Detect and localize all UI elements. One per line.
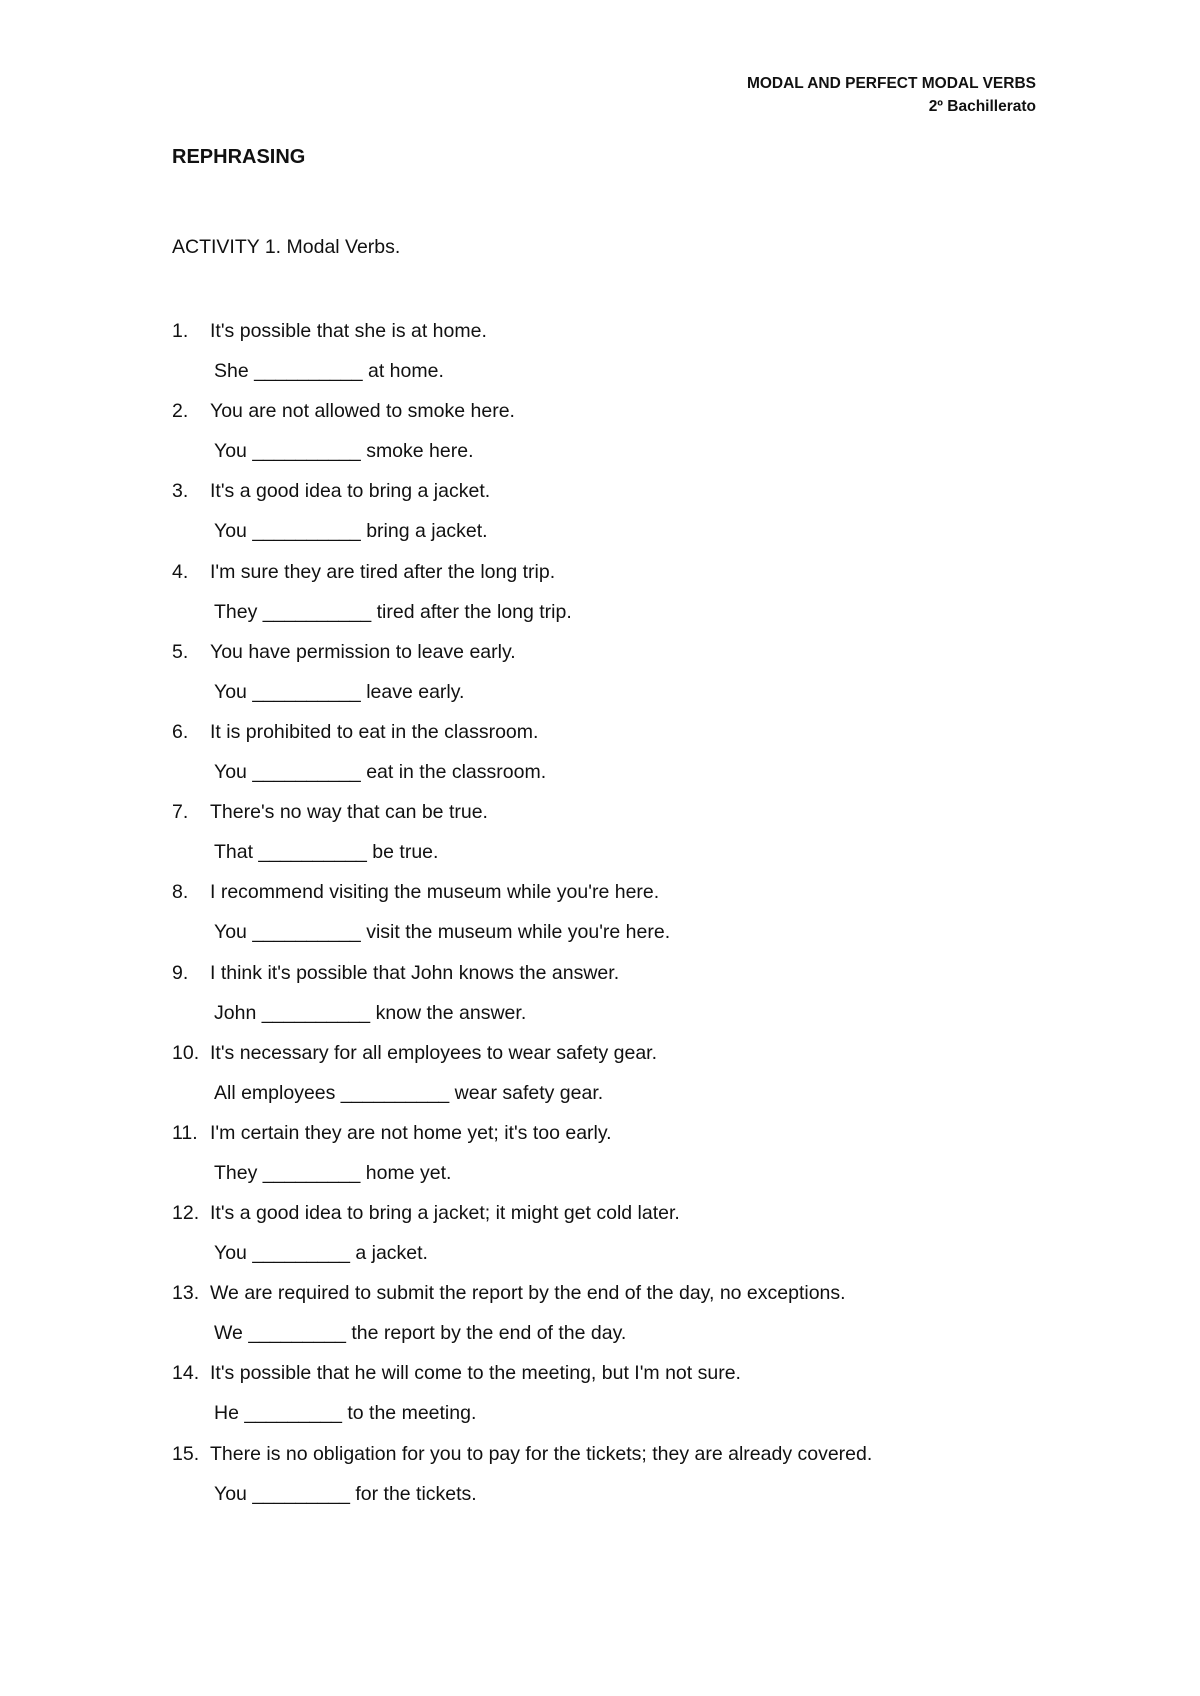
item-number: 6. xyxy=(172,720,189,743)
item-number: 10. xyxy=(172,1041,200,1064)
exercise-answer-line: You __________ bring a jacket. xyxy=(214,520,488,543)
item-number: 5. xyxy=(172,640,189,663)
section-title: REPHRASING xyxy=(172,146,306,168)
item-number: 14. xyxy=(172,1362,200,1385)
exercise-item-9 xyxy=(172,962,1052,1042)
exercise-answer-line: John __________ know the answer. xyxy=(214,1001,527,1024)
item-number: 3. xyxy=(172,480,189,503)
exercise-answer-line: You __________ eat in the classroom. xyxy=(214,760,547,783)
exercise-list xyxy=(172,320,1052,1523)
exercise-item-2 xyxy=(172,400,1052,480)
exercise-prompt: It's a good idea to bring a jacket; it might get cold later. xyxy=(210,1202,680,1225)
exercise-answer-line: He _________ to the meeting. xyxy=(214,1402,477,1425)
exercise-answer-line: You __________ smoke here. xyxy=(214,440,474,463)
exercise-answer-line: She __________ at home. xyxy=(214,360,444,382)
document-title: MODAL AND PERFECT MODAL VERBS xyxy=(746,75,1036,92)
exercise-answer-line: That __________ be true. xyxy=(214,841,439,864)
exercise-item-1 xyxy=(172,320,1052,400)
exercise-answer-line: They __________ tired after the long trip. xyxy=(214,600,572,623)
course-level: 2º Bachillerato xyxy=(928,98,1036,115)
exercise-item-14 xyxy=(172,1362,1052,1442)
item-number: 15. xyxy=(172,1442,200,1465)
exercise-prompt: I'm certain they are not home yet; it's too early. xyxy=(210,1121,612,1144)
exercise-item-3 xyxy=(172,480,1052,560)
exercise-item-13 xyxy=(172,1282,1052,1362)
exercise-item-15 xyxy=(172,1443,1052,1523)
exercise-answer-line: All employees __________ wear safety gear. xyxy=(214,1081,604,1104)
item-number: 13. xyxy=(172,1282,200,1305)
item-number: 9. xyxy=(172,961,189,984)
exercise-prompt: We are required to submit the report by the end of the day, no exceptions. xyxy=(210,1282,846,1305)
exercise-prompt: You are not allowed to smoke here. xyxy=(210,400,515,423)
item-number: 4. xyxy=(172,560,189,583)
item-number: 1. xyxy=(172,320,189,342)
exercise-item-12 xyxy=(172,1202,1052,1282)
exercise-prompt: I'm sure they are tired after the long trip. xyxy=(210,560,556,583)
exercise-answer-line: You _________ a jacket. xyxy=(214,1242,428,1265)
activity-title: ACTIVITY 1. Modal Verbs. xyxy=(172,236,401,258)
item-number: 8. xyxy=(172,881,189,904)
exercise-prompt: It's possible that he will come to the meeting, but I'm not sure. xyxy=(210,1362,741,1385)
exercise-prompt: It is prohibited to eat in the classroom. xyxy=(210,720,539,743)
exercise-prompt: It's possible that she is at home. xyxy=(210,320,487,342)
page-header xyxy=(747,72,1036,118)
exercise-item-8 xyxy=(172,881,1052,961)
item-number: 7. xyxy=(172,801,189,824)
exercise-item-10 xyxy=(172,1042,1052,1122)
exercise-answer-line: They _________ home yet. xyxy=(214,1161,452,1184)
exercise-answer-line: We _________ the report by the end of the day. xyxy=(214,1322,627,1345)
exercise-prompt: It's a good idea to bring a jacket. xyxy=(210,480,491,503)
exercise-prompt: It's necessary for all employees to wear safety gear. xyxy=(210,1041,658,1064)
exercise-answer-line: You _________ for the tickets. xyxy=(214,1482,477,1505)
exercise-prompt: I recommend visiting the museum while you're here. xyxy=(210,881,660,904)
exercise-prompt: There is no obligation for you to pay for the tickets; they are already covered. xyxy=(210,1442,873,1465)
item-number: 11. xyxy=(172,1121,198,1144)
exercise-item-11 xyxy=(172,1122,1052,1202)
exercise-item-4 xyxy=(172,561,1052,641)
exercise-item-7 xyxy=(172,801,1052,881)
exercise-item-6 xyxy=(172,721,1052,801)
exercise-prompt: I think it's possible that John knows the answer. xyxy=(210,961,620,984)
item-number: 2. xyxy=(172,400,189,423)
exercise-item-5 xyxy=(172,641,1052,721)
exercise-answer-line: You __________ visit the museum while you're here. xyxy=(214,921,671,944)
exercise-prompt: There's no way that can be true. xyxy=(210,801,488,824)
item-number: 12. xyxy=(172,1202,200,1225)
exercise-answer-line: You __________ leave early. xyxy=(214,680,465,703)
exercise-prompt: You have permission to leave early. xyxy=(210,640,516,663)
